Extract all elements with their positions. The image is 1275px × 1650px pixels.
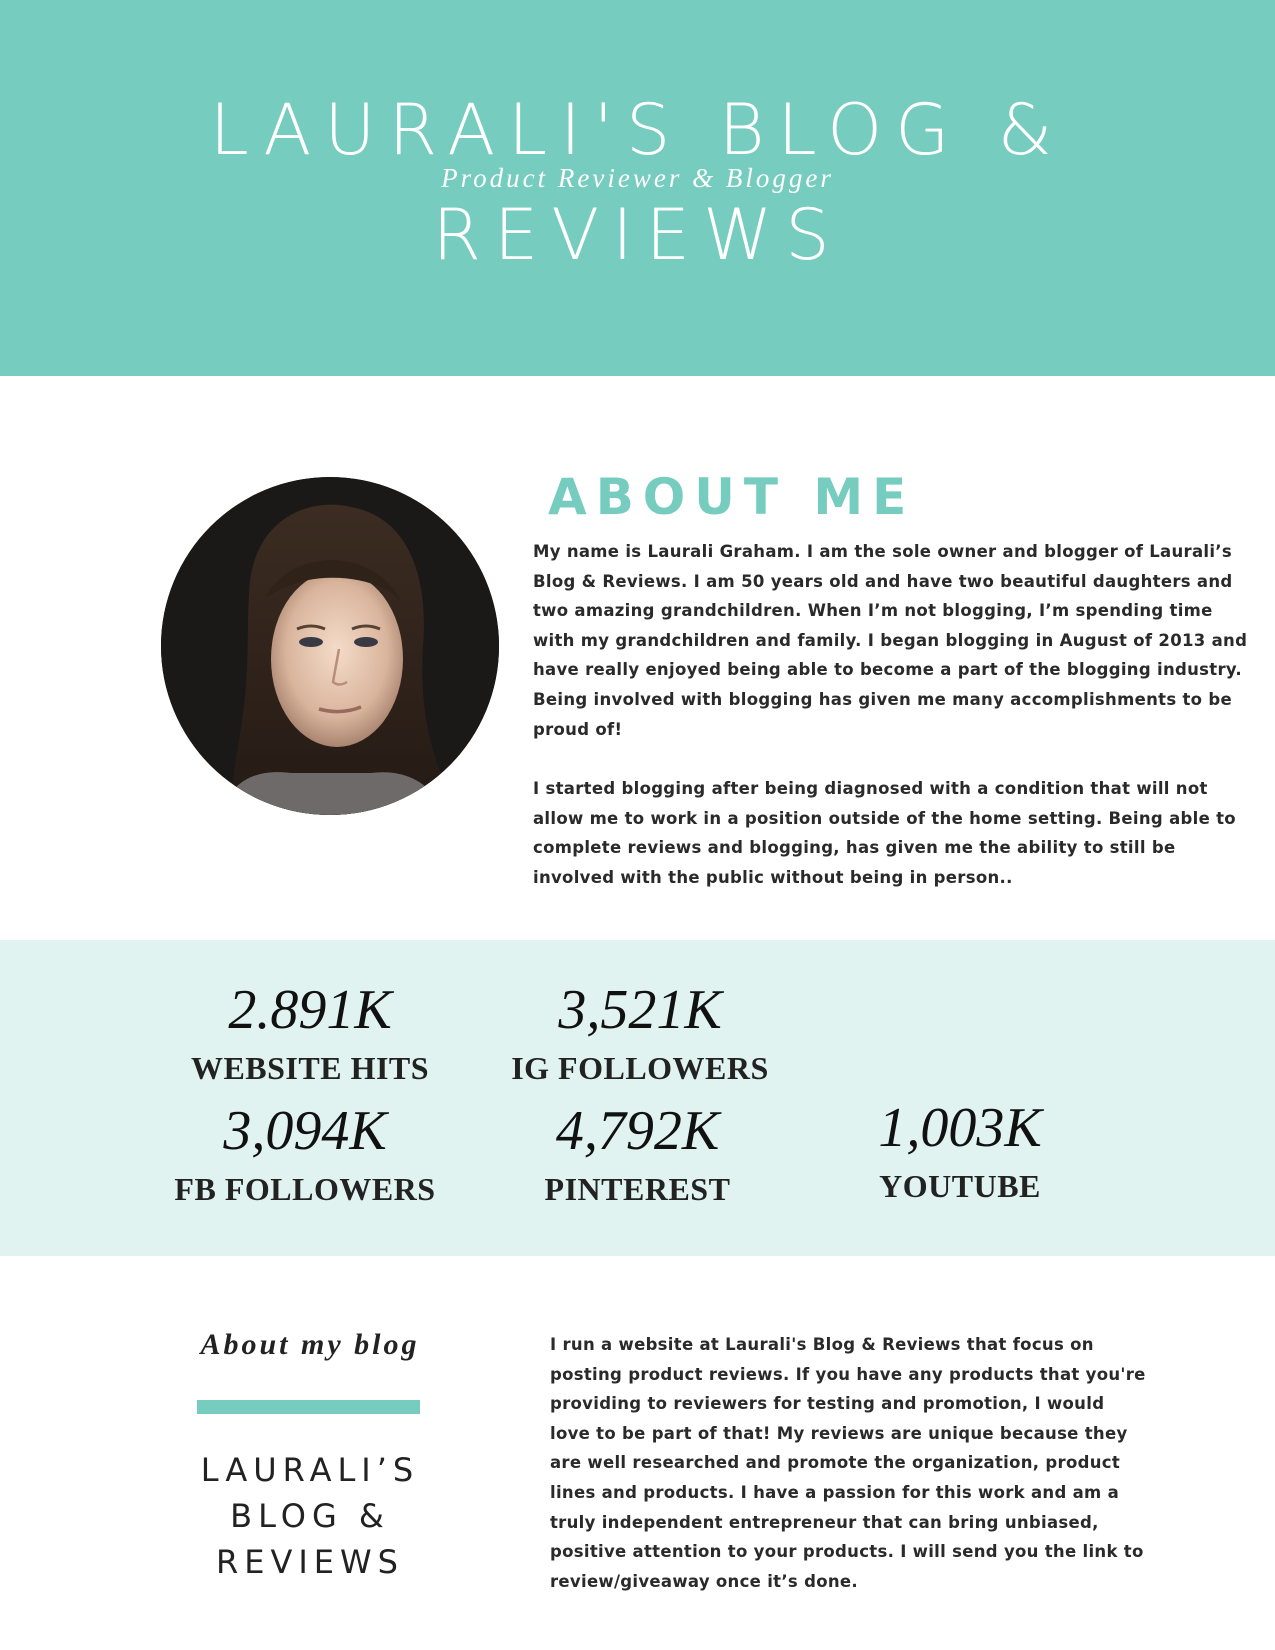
divider-bar — [197, 1400, 420, 1414]
stat-ig-followers — [490, 979, 790, 1086]
about-paragraph-1: My name is Laurali Graham. I am the sole owner and blogger of Laurali’s Blog & Reviews. I am 50 years old and have two beautiful daughters and two amazing grandchildren. When I’m not blogging, I’m spending time with my grandchildren and family. I began blogging in August of 2013 and have really enjoyed being able to become a part of the blogging industry. Being involved with blogging has given me many accomplishments to be proud of! — [533, 542, 1248, 739]
about-blog-heading-block — [180, 1330, 440, 1360]
stat-fb-followers — [170, 1100, 440, 1207]
page-title-line2: REVIEWS — [432, 194, 843, 276]
header-banner — [0, 0, 1275, 376]
blog-name-line3: REVIEWS — [216, 1543, 404, 1581]
stats-panel — [0, 940, 1275, 1256]
blog-name-line1: LAURALI’S — [200, 1451, 420, 1489]
stat-value: 3,094K — [223, 1100, 387, 1162]
page-title-line1: LAURALI'S BLOG & — [209, 89, 1066, 171]
portrait-image — [161, 477, 499, 815]
header-subtitle: Product Reviewer & Blogger — [441, 163, 834, 193]
stat-pinterest — [510, 1100, 765, 1207]
stat-value: 3,521K — [558, 979, 722, 1041]
stat-value: 1,003K — [878, 1097, 1042, 1159]
about-blog-heading: About my blog — [200, 1328, 420, 1361]
stat-youtube — [860, 1097, 1060, 1204]
stat-label: YOUTUBE — [879, 1168, 1041, 1204]
blog-name — [180, 1447, 440, 1585]
stat-label: WEBSITE HITS — [190, 1050, 430, 1086]
stat-website-hits — [170, 979, 450, 1086]
blog-name-line2: BLOG & — [230, 1497, 390, 1535]
stat-label: FB FOLLOWERS — [174, 1171, 436, 1207]
stat-label: PINTEREST — [544, 1171, 731, 1207]
about-paragraph-2: I started blogging after being diagnosed with a condition that will not allow me to work in a position outside of the home setting. Being able to complete reviews and blogging, has given me the ability to still be involved with the public without being in person.. — [533, 779, 1236, 887]
stat-value: 2.891K — [228, 979, 392, 1041]
about-me-heading: ABOUT ME — [548, 468, 916, 526]
profile-photo — [161, 477, 499, 815]
about-blog-paragraph: I run a website at Laurali's Blog & Reviews that focus on posting product reviews. If you have any products that you're providing to reviewers for testing and promotion, I would love to be part of that! My reviews are unique because they are well researched and promote the organization, product lines and products. I have a passion for this work and am a truly independent entrepreneur that can bring unbiased, positive attention to your products. I will send you the link to review/giveaway once it’s done. — [550, 1335, 1146, 1591]
stat-label: IG FOLLOWERS — [511, 1050, 769, 1086]
stat-value: 4,792K — [555, 1100, 720, 1162]
